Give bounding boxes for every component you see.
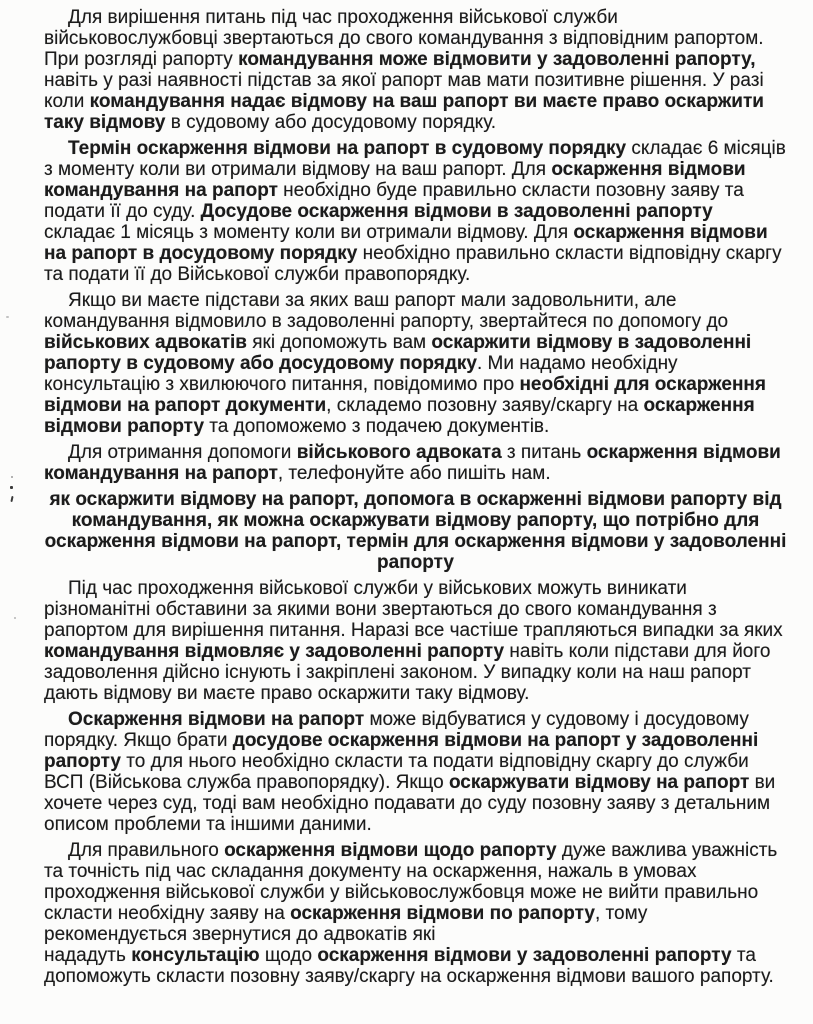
bold-text-segment: оскарження відмови командування на рапорт <box>44 159 746 201</box>
bold-text-segment: командування може відмовити у задоволенні рапорту, <box>238 49 756 70</box>
text-segment: , складемо позовну заяву/скаргу на <box>326 395 644 416</box>
bold-text-segment: оскарження відмови по рапорту <box>290 903 595 924</box>
bold-text-segment: Термін оскарження відмови на рапорт в судовому порядку <box>68 138 627 159</box>
bold-text-segment: оскарження відмови на рапорт в досудовому порядку <box>44 222 768 264</box>
bold-text-segment: як оскаржити відмову на рапорт, допомога в оскарженні відмови рапорту від командування, як можна оскаржувати відмову рапорту, що потрібно для оскарження відмови на рапорт, термін для оскарження відмови у задоволенні рапорту <box>44 489 787 573</box>
bold-text-segment: оскаржувати відмову на рапорт <box>448 772 750 793</box>
text-segment: Для отримання допомоги <box>68 442 297 463</box>
paragraph <box>44 578 787 704</box>
text-segment: Для вирішення питань під час проходження військової служби військовослужбовці звертаються до свого командування з відповідним рапортом. При розгляді рапорту <box>44 7 764 70</box>
text-segment: може відбуватися у судовому і досудовому порядку. Якщо брати <box>44 709 749 751</box>
bold-text-segment: командування надає відмову на ваш рапорт ви маєте право оскаржити таку відмову <box>44 91 764 133</box>
text-segment: , тому рекомендується звернутися до адвокатів які <box>44 903 648 945</box>
bold-text-segment: досудове оскарження відмови на рапорт у задоволенні рапорту <box>44 730 759 772</box>
bold-text-segment: командування відмовляє у задоволенні рапорту <box>44 641 505 662</box>
scan-speck <box>10 486 13 489</box>
text-segment: та допоможуть скласти позовну заяву/скаргу на оскарження відмови вашого рапорту. <box>44 945 774 987</box>
text-segment: необхідно буде правильно скласти позовну заяву та подати її до суду. <box>44 180 744 222</box>
bold-text-segment: Досудове оскарження відмови в задоволенні рапорту <box>200 201 713 222</box>
text-segment: нададуть <box>44 945 132 966</box>
text-segment: . Ми надамо необхідну консультацію з хвилюючого питання, повідомимо про <box>44 353 678 395</box>
text-segment: , телефонуйте або пишіть нам. <box>277 463 551 484</box>
text-segment: дуже важлива уважність та точність під час складання документу на оскарження, нажаль в умовах проходження військової служби у військовослужбовця може не вийти правильно скласти необхідну заяву на <box>44 840 778 924</box>
text-segment: навіть у разі наявності підстав за якої рапорт мав мати позитивне рішення. У разі коли <box>44 70 764 112</box>
bold-text-segment: необхідні для оскарження відмови на рапорт документи <box>44 374 766 416</box>
section-heading <box>44 489 787 573</box>
bold-text-segment: оскарження відмови командування на рапорт <box>44 442 781 484</box>
text-segment: Під час проходження військової служби у військових можуть виникати різноманітні обставини за якими вони звертаються до свого командування з рапортом для вирішення питання. Наразі все частіше трапляються випадки за яких <box>44 578 783 641</box>
bold-text-segment: оскарження відмови рапорту <box>44 395 755 437</box>
text-segment: які допоможуть вам <box>246 332 432 353</box>
paragraph <box>44 709 787 835</box>
paragraph <box>44 840 787 987</box>
bold-text-segment: військового адвоката <box>296 442 502 463</box>
scan-speck <box>11 476 13 478</box>
text-segment: ви хочете через суд, тоді вам необхідно подавати до суду позовну заяву з детальним описом проблеми та іншими даними. <box>44 772 776 835</box>
text-segment: з питань <box>501 442 587 463</box>
bold-text-segment: військових адвокатів <box>44 332 247 353</box>
paragraph <box>44 138 787 285</box>
text-segment: навіть коли підстави для його задоволення дійсно існують і закріплені законом. У випадку коли на наш рапорт дають відмову ви маєте право оскаржити таку відмову. <box>44 641 771 704</box>
bold-text-segment: оскарження відмови у задоволенні рапорту <box>317 945 732 966</box>
scan-speck <box>6 316 9 318</box>
text-segment: Для правильного <box>68 840 225 861</box>
text-segment: складає 1 місяць з моменту коли ви отримали відмову. Для <box>44 222 574 243</box>
bold-text-segment: оскарження відмови щодо рапорту <box>224 840 557 861</box>
bold-text-segment: оскаржити відмову в задоволенні рапорту в судовому або досудовому порядку <box>44 332 752 374</box>
paragraph <box>44 290 787 437</box>
paragraph <box>44 442 787 484</box>
scan-speck <box>14 617 16 619</box>
bold-text-segment: консультацію <box>131 945 260 966</box>
paragraph <box>44 7 787 133</box>
text-segment: необхідно правильно скласти відповідну скаргу та подати її до Військової служби правопорядку. <box>44 243 782 285</box>
bold-text-segment: Оскарження відмови на рапорт <box>68 709 365 730</box>
text-segment: щодо <box>259 945 318 966</box>
text-segment: та допоможемо з подачею документів. <box>204 416 550 437</box>
text-segment: складає 6 місяців з моменту коли ви отримали відмову на ваш рапорт. Для <box>44 138 786 180</box>
text-segment: в судовому або досудовому порядку. <box>165 112 497 133</box>
text-segment: Якщо ви маєте підстави за яких ваш рапорт мали задовольнити, але командування відмовило в задоволенні рапорту, звертайтеся по допомогу до <box>44 290 729 332</box>
text-segment: то для нього необхідно скласти та подати відповідну скаргу до служби ВСП (Військова служба правопорядку). Якщо <box>44 751 749 793</box>
